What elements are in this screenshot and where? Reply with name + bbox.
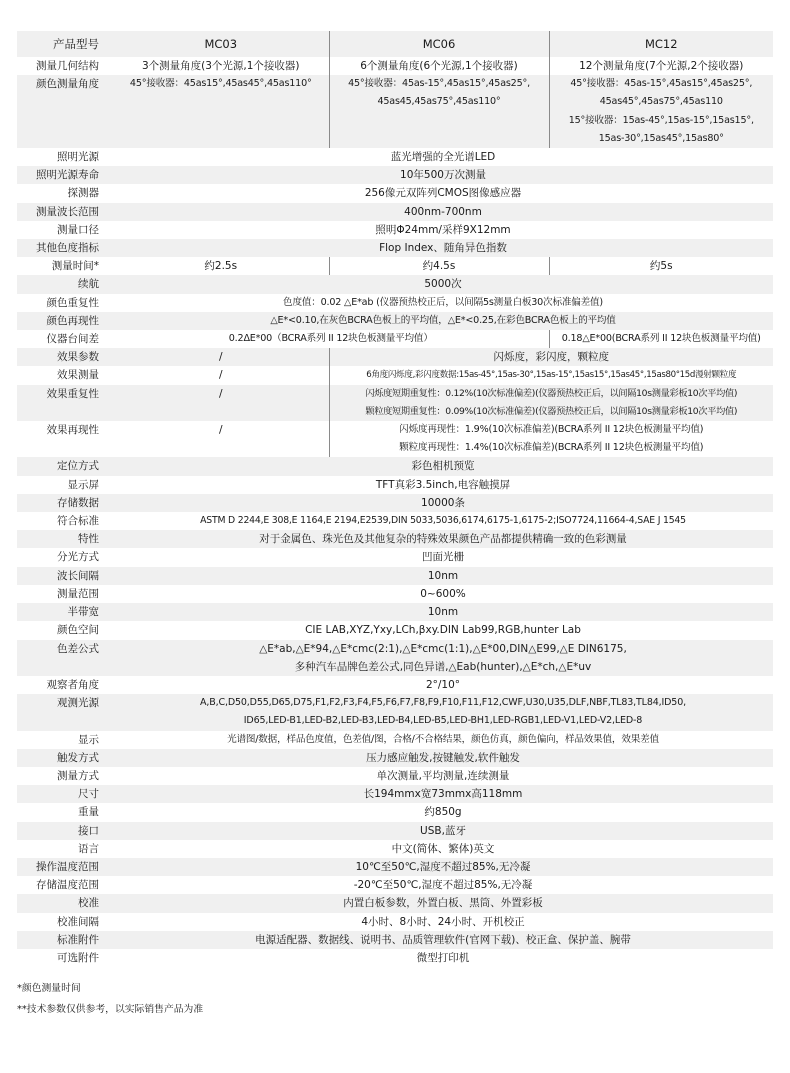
row-label: 颜色重复性 bbox=[17, 294, 113, 312]
row-label: 其他色度指标 bbox=[17, 239, 113, 257]
spec-row-inter-instrument bbox=[17, 330, 773, 348]
row-label: 颜色空间 bbox=[17, 621, 113, 639]
spec-row-life bbox=[17, 166, 773, 184]
row-value: 400nm-700nm bbox=[113, 203, 773, 221]
row-value: 256像元双阵列CMOS图像感应器 bbox=[113, 184, 773, 202]
row-value bbox=[113, 640, 773, 676]
row-label: 测量波长范围 bbox=[17, 203, 113, 221]
spec-row-repeatability bbox=[17, 294, 773, 312]
row-label: 测量几何结构 bbox=[17, 57, 113, 75]
row-value: 内置白板参数，外置白板、黑筒、外置彩板 bbox=[113, 894, 773, 912]
row-label: 观测光源 bbox=[17, 694, 113, 730]
row-value: 凹面光栅 bbox=[113, 548, 773, 566]
spec-row-reproducibility bbox=[17, 312, 773, 330]
mc12-value: 约5s bbox=[549, 257, 773, 275]
row-value: 2°/10° bbox=[113, 676, 773, 694]
spec-row-features bbox=[17, 530, 773, 548]
spec-row-formula bbox=[17, 640, 773, 676]
mc03-value: / bbox=[113, 366, 329, 384]
row-value: 10℃至50℃,湿度不超过85%,无冷凝 bbox=[113, 858, 773, 876]
row-value: 0~600% bbox=[113, 585, 773, 603]
row-value: 单次测量,平均测量,连续测量 bbox=[113, 767, 773, 785]
row-label: 颜色测量角度 bbox=[17, 75, 113, 148]
row-value: ASTM D 2244,E 308,E 1164,E 2194,E2539,DIN 5033,5036,6174,6175-1,6175-2;ISO7724,11664-4,SAE J 1545 bbox=[113, 512, 773, 530]
spec-row-range bbox=[17, 585, 773, 603]
row-label: 触发方式 bbox=[17, 749, 113, 767]
mc06-mc12-value: 闪烁度，彩闪度，颗粒度 bbox=[329, 348, 773, 366]
spec-row-observer bbox=[17, 676, 773, 694]
row-label: 效果参数 bbox=[17, 348, 113, 366]
spec-row-mode bbox=[17, 767, 773, 785]
row-label: 存储温度范围 bbox=[17, 876, 113, 894]
row-label: 语言 bbox=[17, 840, 113, 858]
mc12-value bbox=[549, 75, 773, 148]
row-value: 彩色相机预览 bbox=[113, 457, 773, 475]
value-line: 闪烁度再现性：1.9%(10次标准偏差)(BCRA系列 II 12块色板测量平均值) bbox=[399, 424, 704, 436]
row-value: 照明Φ24mm/采样9X12mm bbox=[113, 221, 773, 239]
row-label: 重量 bbox=[17, 803, 113, 821]
value-line: △E*ab,△E*94,△E*cmc(2:1),△E*cmc(1:1),△E*00,DIN△E99,△E DIN6175, bbox=[259, 642, 627, 655]
row-value: 中文(简体、繁体)英文 bbox=[113, 840, 773, 858]
spec-row-split bbox=[17, 548, 773, 566]
row-label: 特性 bbox=[17, 530, 113, 548]
row-value: 10000条 bbox=[113, 494, 773, 512]
value-line: 45as45°,45as75°,45as110 bbox=[599, 96, 723, 108]
row-label: 半带宽 bbox=[17, 603, 113, 621]
row-label: 尺寸 bbox=[17, 785, 113, 803]
row-label: 观察者角度 bbox=[17, 676, 113, 694]
value-line: 颗粒度短期重复性：0.09%(10次标准偏差)(仪器预热校正后，以间隔10s测量彩板10次平均值) bbox=[365, 405, 738, 417]
row-value: 微型打印机 bbox=[113, 949, 773, 967]
spec-table bbox=[17, 31, 773, 967]
row-value: △E*<0.10,在灰色BCRA色板上的平均值，△E*<0.25,在彩色BCRA色板上的平均值 bbox=[113, 312, 773, 330]
spec-row-other-index bbox=[17, 239, 773, 257]
spec-row-calibration bbox=[17, 894, 773, 912]
row-value: 蓝光增强的全光谱LED bbox=[113, 148, 773, 166]
spec-row-effect-measure bbox=[17, 366, 773, 384]
spec-row-geometry bbox=[17, 57, 773, 75]
row-label: 显示 bbox=[17, 731, 113, 749]
row-label: 测量口径 bbox=[17, 221, 113, 239]
spec-row-light bbox=[17, 148, 773, 166]
spec-row-endurance bbox=[17, 275, 773, 293]
spec-row-op-temp bbox=[17, 858, 773, 876]
spec-row-optional bbox=[17, 949, 773, 967]
row-label: 效果测量 bbox=[17, 366, 113, 384]
model-mc03: MC03 bbox=[113, 31, 329, 57]
row-value bbox=[113, 694, 773, 730]
spec-row-detector bbox=[17, 184, 773, 202]
row-label: 效果重复性 bbox=[17, 385, 113, 421]
mc06-value: 6个测量角度(6个光源,1个接收器) bbox=[329, 57, 549, 75]
row-label: 符合标准 bbox=[17, 512, 113, 530]
row-label: 探测器 bbox=[17, 184, 113, 202]
spec-row-effect-reproduce bbox=[17, 421, 773, 457]
mc06-value: 约4.5s bbox=[329, 257, 549, 275]
value-line: 45°接收器：45as15°,45as45°,45as110° bbox=[129, 78, 312, 90]
mc03-value: 约2.5s bbox=[113, 257, 329, 275]
row-label: 校准间隔 bbox=[17, 913, 113, 931]
row-label: 标准附件 bbox=[17, 931, 113, 949]
row-label: 仪器台间差 bbox=[17, 330, 113, 348]
spec-row-effect-repeat bbox=[17, 385, 773, 421]
footnote-disclaimer: **技术参数仅供参考，以实际销售产品为准 bbox=[17, 1004, 204, 1015]
row-label: 可选附件 bbox=[17, 949, 113, 967]
spec-row-standards bbox=[17, 512, 773, 530]
mc03-value: / bbox=[113, 385, 329, 421]
mc03-value: 3个测量角度(3个光源,1个接收器) bbox=[113, 57, 329, 75]
row-value: 压力感应触发,按键触发,软件触发 bbox=[113, 749, 773, 767]
row-label: 产品型号 bbox=[17, 31, 113, 57]
header-row bbox=[17, 31, 773, 57]
row-label: 显示屏 bbox=[17, 476, 113, 494]
row-value: 5000次 bbox=[113, 275, 773, 293]
value-line: A,B,C,D50,D55,D65,D75,F1,F2,F3,F4,F5,F6,F7,F8,F9,F10,F11,F12,CWF,U30,U35,DLF,NBF,TL83,TL84,ID50, bbox=[200, 697, 686, 709]
spec-row-size bbox=[17, 785, 773, 803]
mc03-value: / bbox=[113, 348, 329, 366]
row-value: CIE LAB,XYZ,Yxy,LCh,βxy.DIN Lab99,RGB,hunter Lab bbox=[113, 621, 773, 639]
row-label: 波长间隔 bbox=[17, 567, 113, 585]
mc06-value bbox=[329, 75, 549, 148]
row-value: -20℃至50℃,湿度不超过85%,无冷凝 bbox=[113, 876, 773, 894]
mc12-value: 0.18△E*00(BCRA系列 II 12块色板测量平均值) bbox=[549, 330, 773, 348]
row-value: 长194mmx宽73mmx高118mm bbox=[113, 785, 773, 803]
mc06-mc12-value: 6角度闪烁度,彩闪度数据:15as-45°,15as-30°,15as-15°,15as15°,15as45°,15as80°15d漫射颗粒度 bbox=[329, 366, 773, 384]
value-line: 15°接收器：15as-45°,15as-15°,15as15°, bbox=[568, 114, 754, 126]
row-value: 电源适配器、数据线、说明书、品质管理软件(官网下载)、校正盒、保护盖、腕带 bbox=[113, 931, 773, 949]
spec-row-display-screen bbox=[17, 476, 773, 494]
value-line: 45as45,45as75°,45as110° bbox=[377, 96, 501, 108]
spec-row-angles bbox=[17, 75, 773, 148]
spec-row-effect-params bbox=[17, 348, 773, 366]
model-mc12: MC12 bbox=[549, 31, 773, 57]
value-line: 45°接收器：45as-15°,45as15°,45as25°, bbox=[348, 78, 530, 90]
mc03-value bbox=[113, 75, 329, 148]
row-label: 效果再现性 bbox=[17, 421, 113, 457]
row-value: 约850g bbox=[113, 803, 773, 821]
row-label: 照明光源 bbox=[17, 148, 113, 166]
row-value: 光谱图/数据，样品色度值，色差值/图，合格/不合格结果，颜色仿真，颜色偏向，样品效果值，效果差值 bbox=[113, 731, 773, 749]
value-line: 颗粒度再现性：1.4%(10次标准偏差)(BCRA系列 II 12块色板测量平均值) bbox=[399, 442, 704, 454]
spec-row-storage bbox=[17, 494, 773, 512]
row-label: 测量时间* bbox=[17, 257, 113, 275]
value-line: 多种汽车品牌色差公式,同色异谱,△Eab(hunter),△E*ch,△E*uv bbox=[294, 660, 592, 673]
row-label: 操作温度范围 bbox=[17, 858, 113, 876]
spec-row-time bbox=[17, 257, 773, 275]
spec-row-accessories bbox=[17, 931, 773, 949]
row-label: 分光方式 bbox=[17, 548, 113, 566]
row-label: 照明光源寿命 bbox=[17, 166, 113, 184]
value-line: ID65,LED-B1,LED-B2,LED-B3,LED-B4,LED-B5,LED-BH1,LED-RGB1,LED-V1,LED-V2,LED-8 bbox=[243, 715, 643, 727]
spec-row-wavelength bbox=[17, 203, 773, 221]
mc03-value: / bbox=[113, 421, 329, 457]
row-value: USB,蓝牙 bbox=[113, 822, 773, 840]
row-value: 10nm bbox=[113, 603, 773, 621]
value-line: 闪烁度短期重复性：0.12%(10次标准偏差)(仪器预热校正后，以间隔10s测量彩板10次平均值) bbox=[365, 387, 738, 399]
spec-row-interface bbox=[17, 822, 773, 840]
spec-row-aperture bbox=[17, 221, 773, 239]
spec-row-trigger bbox=[17, 749, 773, 767]
mc06-mc12-value bbox=[329, 421, 773, 457]
row-value: 色度值：0.02 △E*ab (仪器预热校正后，以间隔5s测量白板30次标准偏差值) bbox=[113, 294, 773, 312]
row-label: 测量范围 bbox=[17, 585, 113, 603]
spec-row-illuminants bbox=[17, 694, 773, 730]
mc03-mc06-value: 0.2ΔE*00（BCRA系列 II 12块色板测量平均值） bbox=[113, 330, 549, 348]
row-label: 校准 bbox=[17, 894, 113, 912]
row-label: 颜色再现性 bbox=[17, 312, 113, 330]
spec-row-display bbox=[17, 731, 773, 749]
row-value: Flop Index、随角异色指数 bbox=[113, 239, 773, 257]
row-value: 10nm bbox=[113, 567, 773, 585]
row-value: 对于金属色、珠光色及其他复杂的特殊效果颜色产品都提供精确一致的色彩测量 bbox=[113, 530, 773, 548]
row-label: 接口 bbox=[17, 822, 113, 840]
spec-row-bandwidth bbox=[17, 603, 773, 621]
spec-row-interval bbox=[17, 567, 773, 585]
row-label: 色差公式 bbox=[17, 640, 113, 676]
row-label: 存储数据 bbox=[17, 494, 113, 512]
mc12-value: 12个测量角度(7个光源,2个接收器) bbox=[549, 57, 773, 75]
row-label: 测量方式 bbox=[17, 767, 113, 785]
mc06-mc12-value bbox=[329, 385, 773, 421]
row-label: 续航 bbox=[17, 275, 113, 293]
spec-row-language bbox=[17, 840, 773, 858]
row-value: TFT真彩3.5inch,电容触摸屏 bbox=[113, 476, 773, 494]
value-line: 15as-30°,15as45°,15as80° bbox=[598, 132, 724, 144]
spec-row-color-space bbox=[17, 621, 773, 639]
row-value: 10年500万次测量 bbox=[113, 166, 773, 184]
footnote-time: *颜色测量时间 bbox=[17, 983, 81, 994]
spec-row-cal-interval bbox=[17, 913, 773, 931]
value-line: 45°接收器：45as-15°,45as15°,45as25°, bbox=[570, 78, 753, 90]
spec-row-positioning bbox=[17, 457, 773, 475]
model-mc06: MC06 bbox=[329, 31, 549, 57]
row-label: 定位方式 bbox=[17, 457, 113, 475]
row-value: 4小时、8小时、24小时、开机校正 bbox=[113, 913, 773, 931]
spec-row-st-temp bbox=[17, 876, 773, 894]
spec-row-weight bbox=[17, 803, 773, 821]
